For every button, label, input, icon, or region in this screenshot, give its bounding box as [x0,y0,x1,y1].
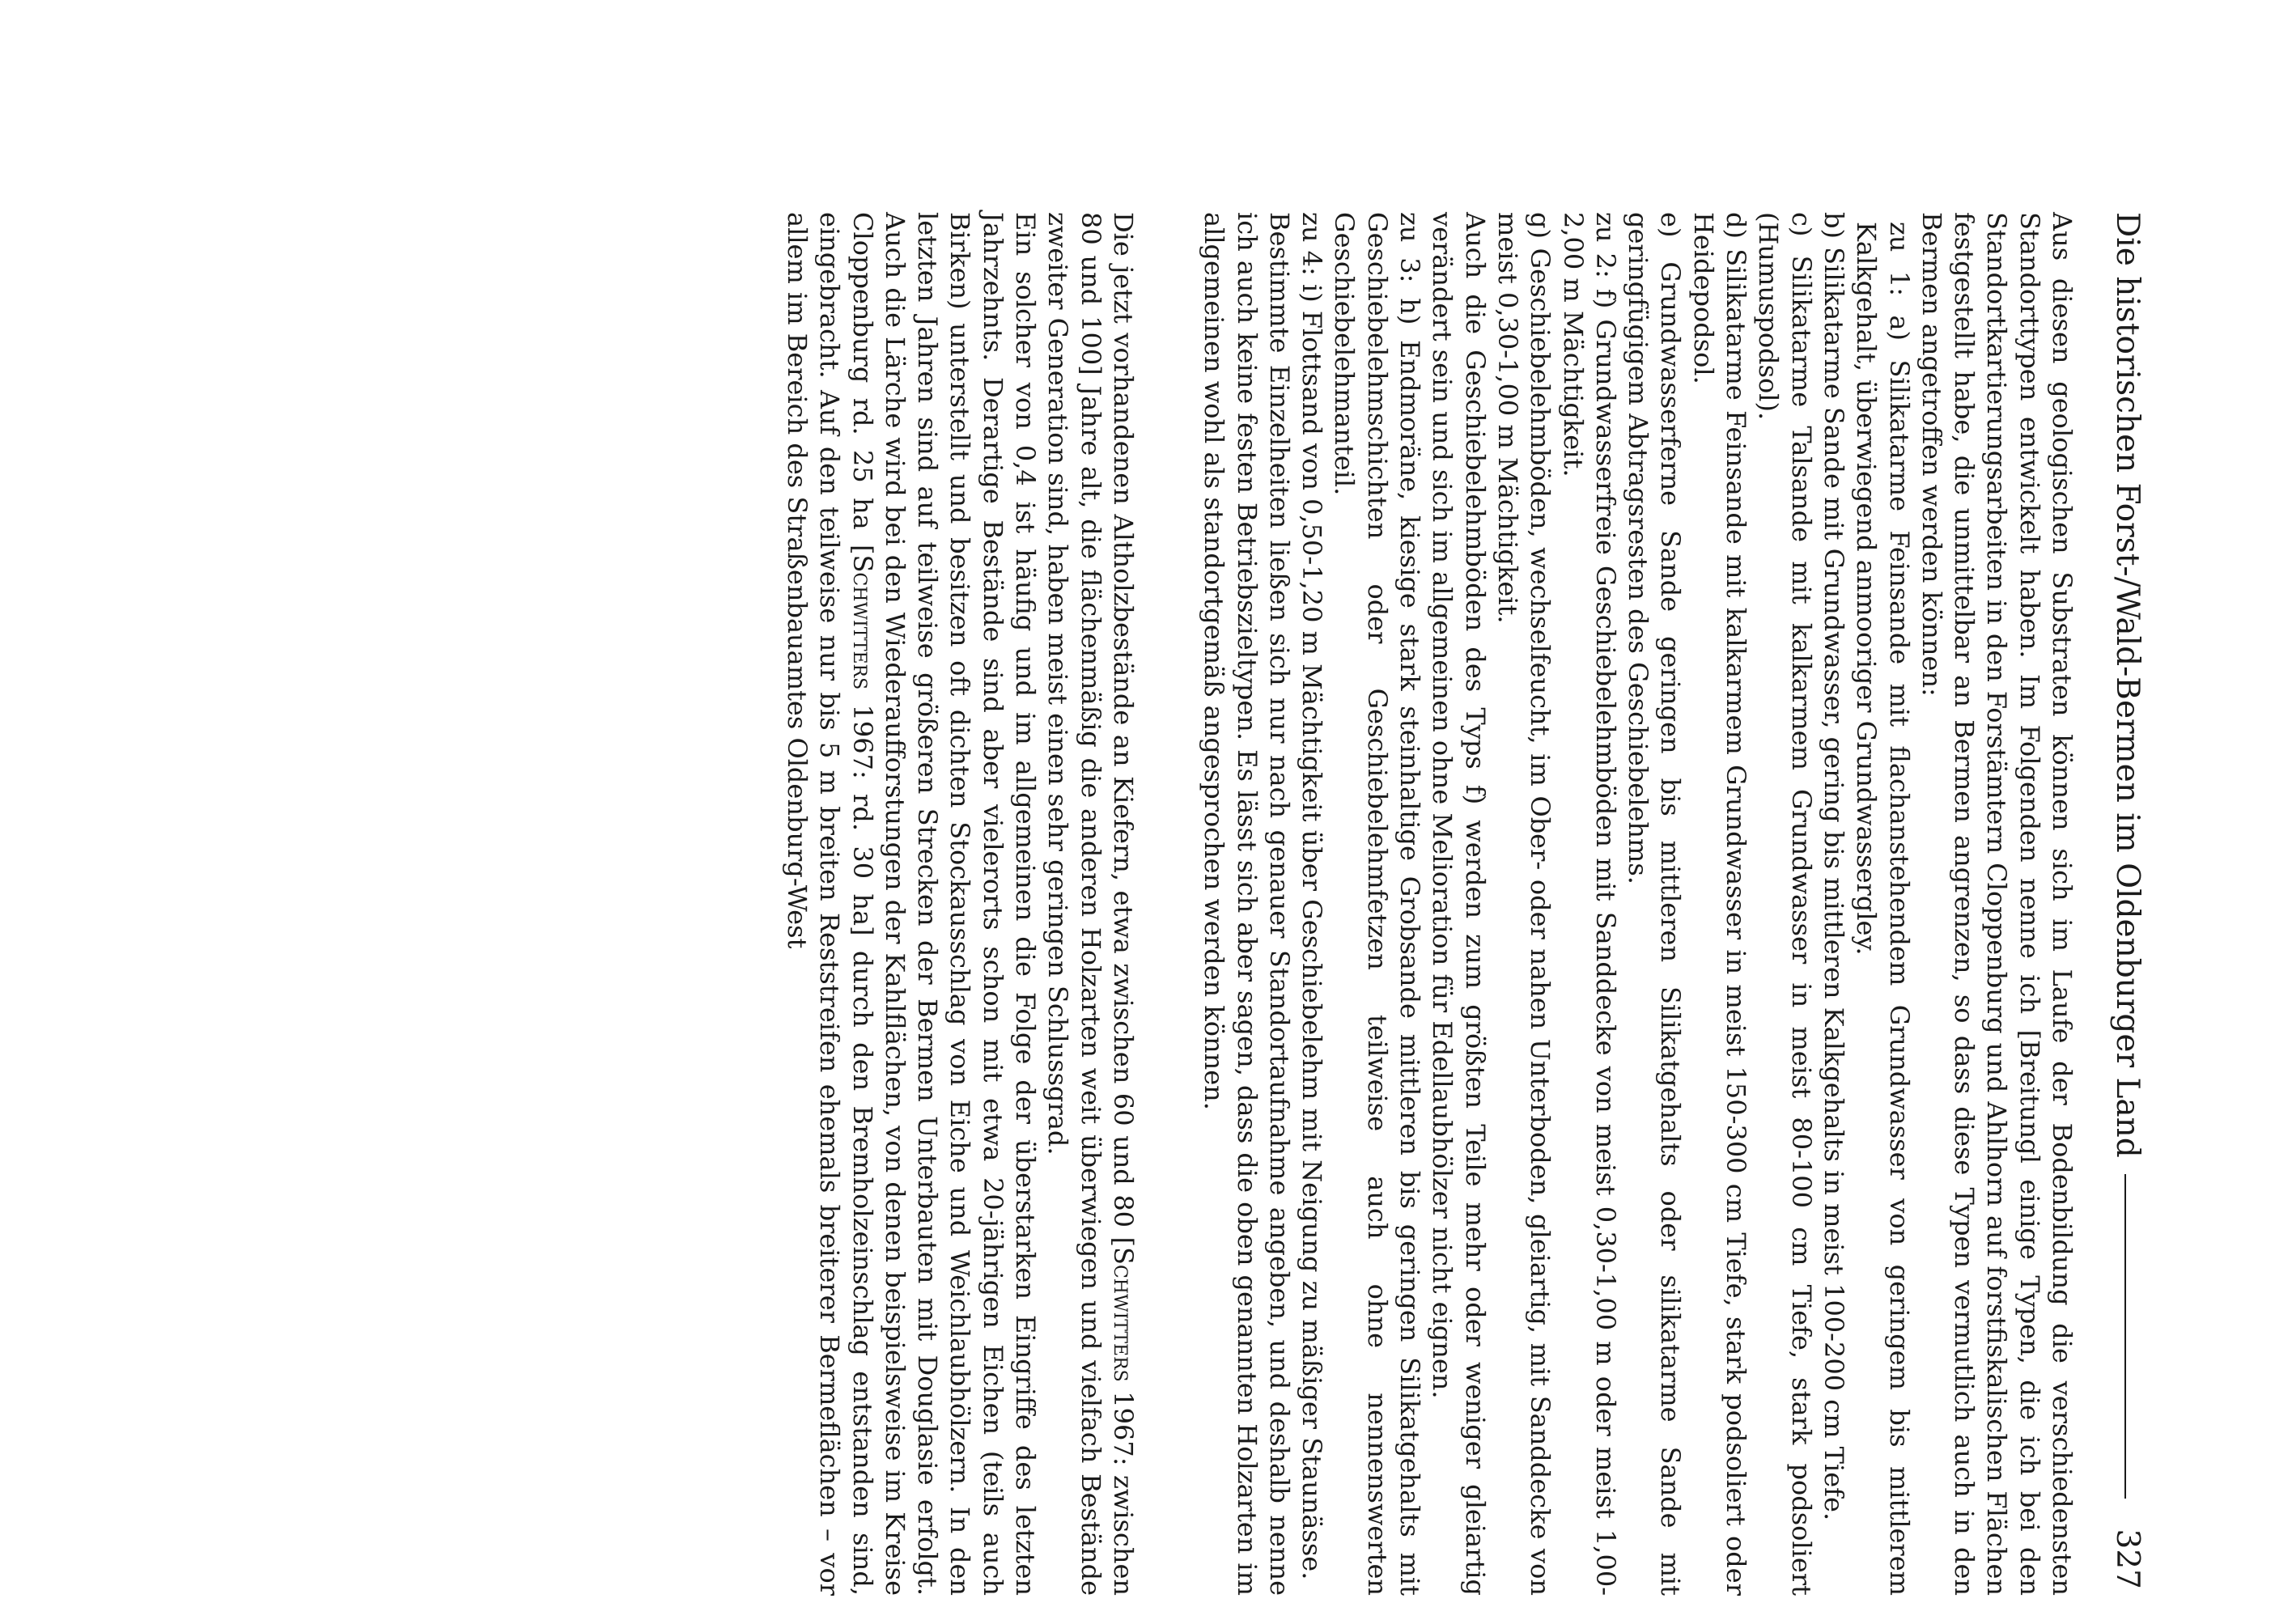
paragraph-zu1-d: d) Silikatarme Feinsande mit kalkarmem Grundwasser in meist 150-300 cm Tiefe, stark podsoliert oder Heidepodsol. [1687,212,1752,1596]
paragraph-zu2-f: zu 2: f) Grundwasserfreie Geschiebelehmböden mit Sanddecke von meist 0,30-1,00 m oder meist 1,00-2,00 m Mächtigkeit. [1557,212,1621,1596]
citation-author: Schwitters [847,554,878,690]
paragraph-intro: Aus diesen geologischen Substraten können sich im Laufe der Bodenbildung die verschiedensten Standorttypen entwickelt haben. Im Folgenden nenne ich [Breitungl einige Typen, die ich bei den Standortkartierungsarbeiten in den Forstämtern Cloppenburg und Ahlhorn auf forstfiskalischen Flächen festgestellt habe, die unmittelbar an Bermen angrenzen, so dass diese Typen vermutlich auch in den Bermen angetroffen werden können: [1916,212,2078,1596]
body-text [781,212,2078,1596]
altholz-text-2: 1967: zwischen 80 und 100] Jahre alt, die flächenmäßig die anderen Holzarten weit überwiegen und vielfach Bestände zweiter Generation sind, haben meist einen sehr geringen Schlussgrad. [1042,212,1139,1596]
altholz-text-1: Die jetzt vorhandenen Altholzbestände an Kiefern, etwa zwischen 60 und 80 [ [1107,212,1139,1248]
paragraph-gap [1140,212,1198,1596]
paragraph-zu1-a: zu 1: a) Silikatarme Feinsande mit flachanstehendem Grundwasser von geringem bis mittlerem Kalkgehalt, überwiegend anmooriger Grundwassergley. [1851,222,1915,1596]
running-header-title: Die historischen Forst-/Wald-Bermen im Oldenburger Land [2109,212,2146,1158]
paragraph-zu1-b: b) Silikatarme Sande mit Grundwasser, gering bis mittleren Kalkgehalts in meist 100-200 cm Tiefe. [1818,212,1849,1521]
schluss-text-2: 1967: rd. 30 ha] durch den Bremholzeinschlag entstanden sind, eingebracht. Auf den teilweise nur bis 5 m breiten Reststreifen ehemals breiterer Bermeflächen – vor allem im Bereich des Straßenbauamtes Oldenburg-West [782,212,878,1596]
rotated-book-page [204,212,2146,1596]
paragraph-zu2-note: Auch die Geschiebelehmböden des Typs f) werden zum größten Teile mehr oder weniger gleiartig verändert sein und sich im allgemeinen ohne Melioration für Edellaubhölzer nicht eignen. [1427,212,1491,1596]
paragraph-zu2-g: g) Geschiebelehmböden, wechselfeucht, im Ober- oder nahen Unterboden, gleiartig, mit Sanddecke von meist 0,30-1,00 m Mächtigkeit. [1492,212,1556,1596]
schluss-text-1: Ein solcher von 0,4 ist häufig und im allgemeinen die Folge der überstarken Eingriffe des letzten Jahrzehnts. Derartige Bestände sind aber vielerorts schon mit etwa 20-jährigen Eichen (teils auch Birken) unterstellt und besitzen oft dichten Stockausschlag von Eiche und Weichlaubhölzern. In den letzten Jahren sind auf teilweise größeren Strecken der Bermen Unterbauten mit Douglasie erfolgt. Auch die Lärche wird bei den Wiederaufforstungen der Kahlflächen, von denen beispielsweise im Kreise Cloppenburg rd. 25 ha [ [847,212,1042,1596]
paragraph-zu1-e: e) Grundwasserferne Sande geringen bis mittleren Silikatgehalts oder silikatarme Sande mit geringfügigem Abtragsresten des Geschiebelehms. [1623,212,1687,1596]
running-header [2107,212,2146,1596]
paragraph-schlussgrad [781,212,1042,1596]
paragraph-closing: Bestimmte Einzelheiten ließen sich nur nach genauer Standortaufnahme angeben, und deshalb nenne ich auch keine festen Betriebszieltypen. Es lässt sich aber sagen, dass die oben genannten Holzarten im allgemeinen wohl als standortgemäß angesprochen werden können. [1199,212,1295,1596]
header-rule [2124,1174,2126,1499]
paragraph-altholz [1042,212,1140,1596]
page-number: 327 [2109,1529,2146,1589]
paragraph-zu1-c: c) Silikatarme Talsande mit kalkarmem Grundwasser in meist 80-100 cm Tiefe, stark podsoliert (Humuspodsol). [1753,212,1817,1596]
citation-author: Schwitters [1107,1247,1139,1382]
paragraph-zu4-i: zu 4: i) Flottsand von 0,50-1,20 m Mächtigkeit über Geschiebelehm mit Neigung zu mäßiger Staunässe. [1297,212,1328,1580]
paragraph-zu3-h: zu 3: h) Endmoräne, kiesige stark steinhaltige Grobsande mittleren bis geringen Silikatgehalts mit Geschiebelehmschichten oder Geschiebelehmfetzen teilweise auch ohne nennenswerten Geschiebelehmanteil. [1329,212,1426,1596]
